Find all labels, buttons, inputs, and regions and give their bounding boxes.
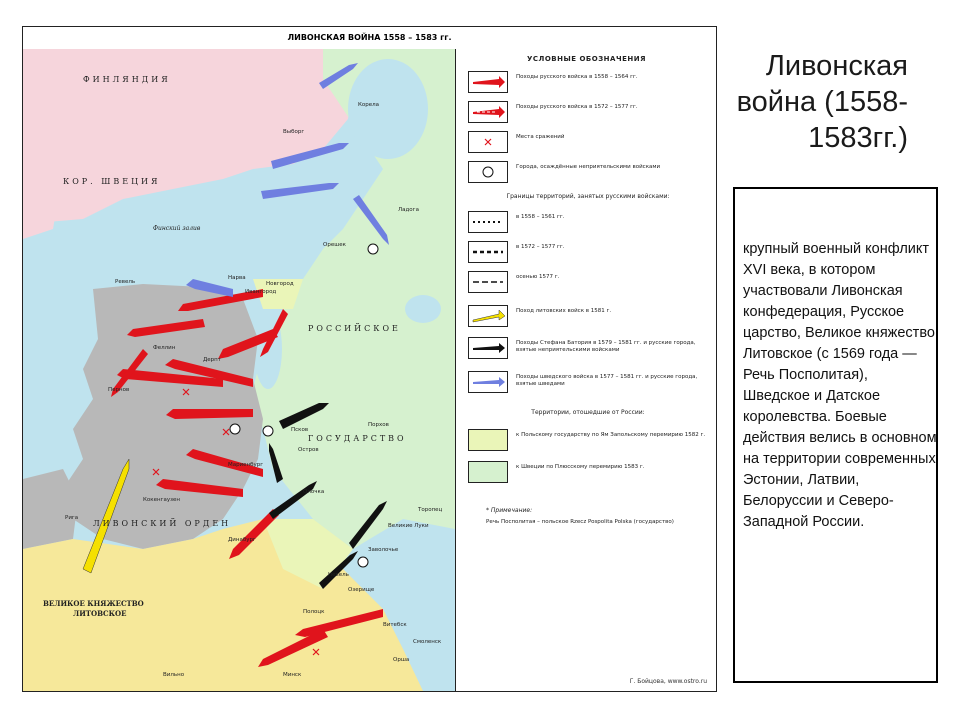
legend-row-sweden xyxy=(468,461,708,483)
legend-text: Места сражений xyxy=(516,134,565,140)
yellow-arrow-icon xyxy=(468,305,508,327)
legend-text: осенью 1577 г. xyxy=(516,274,560,280)
legend-row-border-3 xyxy=(468,271,708,293)
lake-ladoga xyxy=(348,59,428,159)
city-pernau: Пернов xyxy=(108,387,130,393)
city-ivangorod: Ивангород xyxy=(245,289,277,295)
city-novgorod: Новгород xyxy=(266,281,294,287)
label-gulf: Финский залив xyxy=(153,225,201,232)
legend-row-sieges xyxy=(468,161,708,183)
legend-row-swedish xyxy=(468,371,708,393)
description-text: крупный военный конфликт XVI века, в котором участвовали Ливонская конфедерация, Русское царство, Великое княжество Литовское (с 1569 года — Речь Посполитая), Шведское и Датское королевства. Боевые действия велись в основном на территории современных Эстонии, Латвии, Белоруссии и Северо-Западной России. xyxy=(743,241,937,530)
city-reval: Ревель xyxy=(115,279,136,285)
legend-row-russian-1558 xyxy=(468,71,708,93)
city-porkhov: Порхов xyxy=(368,422,389,428)
legend-text: в 1558 – 1561 гг. xyxy=(516,214,565,220)
city-orsha: Орша xyxy=(393,657,410,663)
legend-text: в 1572 – 1577 гг. xyxy=(516,244,565,250)
dashed-line-icon xyxy=(468,241,508,263)
legend-text: Города, осаждённые неприятельскими войсками xyxy=(516,164,661,170)
label-russia-2: ГОСУДАРСТВО xyxy=(308,434,407,443)
label-sweden: КОР. ШВЕЦИЯ xyxy=(63,177,161,186)
legend-text: Походы русского войска в 1572 – 1577 гг. xyxy=(516,104,638,110)
city-vyborg: Выборг xyxy=(283,129,305,135)
black-arrow-icon xyxy=(468,337,508,359)
city-korela: Корела xyxy=(358,102,380,108)
legend-text: к Швеции по Плюсскому перемирию 1583 г. xyxy=(516,464,645,470)
lake-ilmen xyxy=(405,295,441,323)
label-livonian-order: ЛИВОНСКИЙ ОРДЕН xyxy=(93,519,232,528)
map-credit: Г. Бойцова, www.ostro.ru xyxy=(629,678,707,685)
city-polotsk: Полоцк xyxy=(303,609,325,615)
city-narva: Нарва xyxy=(228,275,246,281)
label-lithuania-2: ЛИТОВСКОЕ xyxy=(73,609,127,618)
city-ostrov: Остров xyxy=(298,447,319,453)
city-kokenhausen: Кокенгаузен xyxy=(143,497,180,503)
city-pskov: Псков xyxy=(291,427,309,433)
city-vilno: Вильно xyxy=(163,672,185,678)
legend-text: Поход литовских войск в 1581 г. xyxy=(516,308,612,314)
city-oreshek: Орешек xyxy=(323,242,346,248)
legend-row-border-2 xyxy=(468,241,708,263)
city-vitebsk: Витебск xyxy=(383,622,407,628)
legend-text: Походы шведского войска в 1577 – 1581 гг. и русские города, взятые шведами xyxy=(516,374,698,387)
label-finland: ФИНЛЯНДИЯ xyxy=(83,75,171,84)
sweden-land xyxy=(23,159,63,239)
city-velikie-luki: Великие Луки xyxy=(388,523,429,529)
city-dinaburg: Динабург xyxy=(228,537,256,543)
map-frame xyxy=(22,26,717,692)
city-opochka: Опочка xyxy=(303,489,325,495)
map-image xyxy=(23,49,455,691)
legend-note-head: * Примечание: xyxy=(486,507,533,514)
map-title: ЛИВОНСКАЯ ВОЙНА 1558 – 1583 гг. xyxy=(23,27,716,50)
red-arrow-icon xyxy=(468,71,508,93)
city-riga: Рига xyxy=(65,515,79,521)
battle-icon xyxy=(468,131,508,153)
legend-borders-head: Границы территорий, занятых русскими войсками: xyxy=(506,193,670,200)
legend-panel xyxy=(455,49,717,691)
long-dash-icon xyxy=(468,271,508,293)
legend-row-batory xyxy=(468,337,708,359)
legend-row-lithuanian xyxy=(468,305,708,327)
legend-title: УСЛОВНЫЕ ОБОЗНАЧЕНИЯ xyxy=(527,55,646,63)
legend-territory-head: Территории, отошедшие от России: xyxy=(531,409,645,416)
blue-arrow-icon xyxy=(468,371,508,393)
label-lithuania-1: ВЕЛИКОЕ КНЯЖЕСТВО xyxy=(43,599,144,608)
city-dorpat: Дерпт xyxy=(203,357,221,363)
legend-row-poland xyxy=(468,429,708,451)
label-russia-1: РОССИЙСКОЕ xyxy=(308,324,401,333)
legend-row-battles xyxy=(468,131,708,153)
legend-text: Походы русского войска в 1558 – 1564 гг. xyxy=(516,74,638,80)
city-marienburg: Мариенбург xyxy=(228,462,264,468)
siege-icon xyxy=(468,161,508,183)
legend-note: Речь Посполитая – польское Rzecz Pospolita Polska (государство) xyxy=(486,519,674,525)
city-ladoga: Ладога xyxy=(398,207,419,213)
description-box xyxy=(733,187,938,683)
legend-row-border-1 xyxy=(468,211,708,233)
city-minsk: Минск xyxy=(283,672,302,678)
city-fellin: Феллин xyxy=(153,345,176,351)
city-nevel: Невель xyxy=(328,572,349,578)
dotted-line-icon xyxy=(468,211,508,233)
legend-row-russian-1572 xyxy=(468,101,708,123)
red-arrow-icon xyxy=(468,101,508,123)
city-ozerishche: Озерище xyxy=(348,587,375,593)
city-toropets: Торопец xyxy=(418,507,443,513)
sweden-territory-swatch xyxy=(468,461,508,483)
finland-land xyxy=(23,49,353,224)
legend-text: Походы Стефана Батория в 1579 – 1581 гг. и русские города, взятые неприятельскими войсками xyxy=(516,340,696,353)
slide-title: Ливонская война (1558-1583гг.) xyxy=(736,50,908,154)
poland-territory-swatch xyxy=(468,429,508,451)
city-zavolochye: Заволочье xyxy=(368,547,399,553)
legend-text: к Польскому государству по Ям Запольскому перемирию 1582 г. xyxy=(516,432,706,438)
city-smolensk: Смоленск xyxy=(413,639,442,645)
